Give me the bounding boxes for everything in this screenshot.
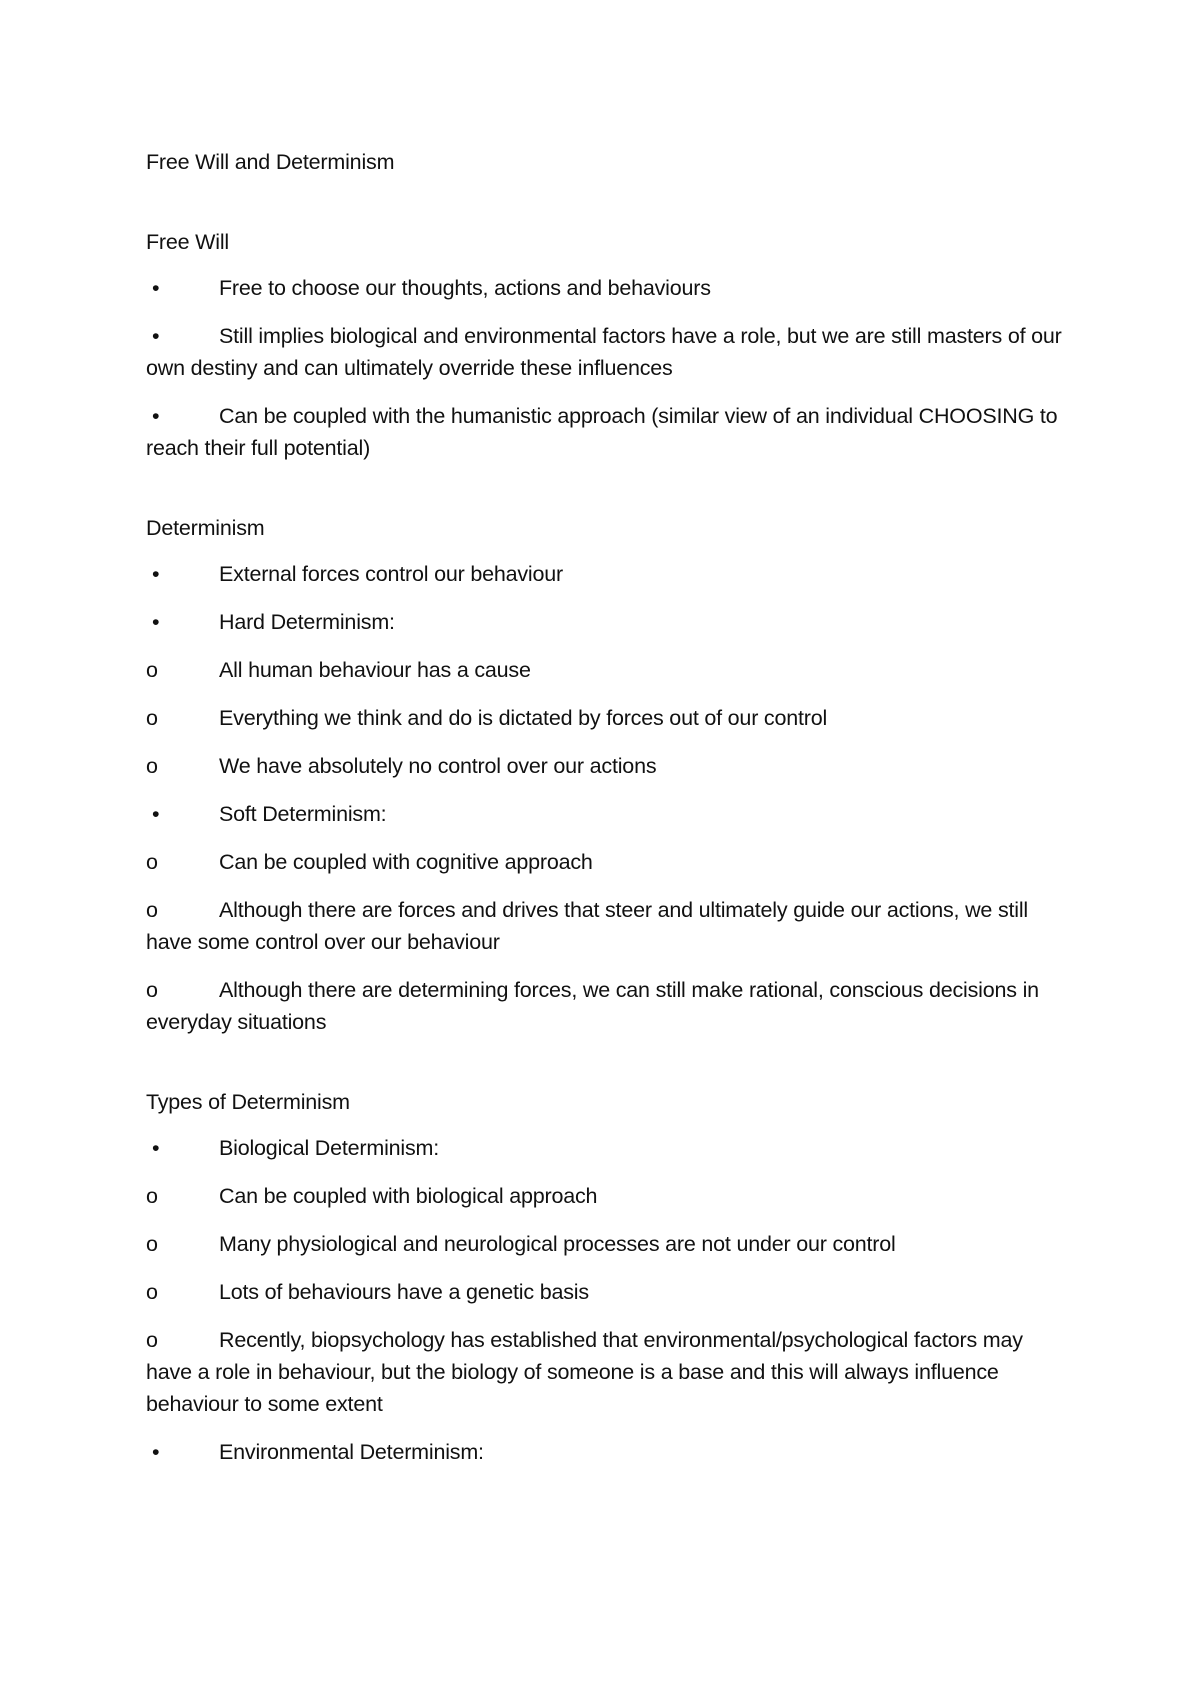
list-item (146, 400, 1066, 464)
list-item-text: Everything we think and do is dictated by forces out of our control (219, 706, 828, 730)
sub-bullet-marker: o (146, 754, 158, 778)
list-item-text: Lots of behaviours have a genetic basis (219, 1280, 589, 1304)
list-item (146, 974, 1066, 1038)
list-item (146, 320, 1066, 384)
list-item-text: Still implies biological and environmental factors have a role, but we are still masters of our own destiny and can ultimately override these influences (146, 324, 1062, 380)
list-item-text: Recently, biopsychology has established that environmental/psychological factors may have a role in behaviour, but the biology of someone is a base and this will always influence behaviour to some extent (146, 1328, 1023, 1416)
list-item (146, 1276, 1066, 1308)
list-item (146, 606, 1066, 638)
section-heading-free-will: Free Will (146, 230, 230, 254)
list-item-text: Can be coupled with biological approach (219, 1184, 598, 1208)
sub-bullet-marker: o (146, 978, 158, 1002)
bullet-marker: • (152, 1440, 160, 1464)
list-item-text: Free to choose our thoughts, actions and behaviours (219, 276, 711, 300)
list-item (146, 750, 1066, 782)
bullet-marker: • (152, 1136, 160, 1160)
list-item (146, 1324, 1066, 1420)
list-item-text: Soft Determinism: (219, 802, 387, 826)
list-item (146, 1228, 1066, 1260)
list-item-text: We have absolutely no control over our actions (219, 754, 657, 778)
document-body (146, 146, 1066, 1484)
sub-bullet-marker: o (146, 850, 158, 874)
list-item-text: Can be coupled with the humanistic approach (similar view of an individual CHOOSING to reach their full potential) (146, 404, 1058, 460)
sub-bullet-marker: o (146, 898, 158, 922)
bullet-marker: • (152, 562, 160, 586)
bullet-marker: • (152, 324, 160, 348)
sub-bullet-marker: o (146, 1232, 158, 1256)
bullet-marker: • (152, 276, 160, 300)
sub-bullet-marker: o (146, 1328, 158, 1352)
list-item (146, 798, 1066, 830)
list-item (146, 894, 1066, 958)
sub-bullet-marker: o (146, 1280, 158, 1304)
list-item (146, 846, 1066, 878)
list-item-text: All human behaviour has a cause (219, 658, 531, 682)
list-item (146, 558, 1066, 590)
list-item-text: Many physiological and neurological processes are not under our control (219, 1232, 896, 1256)
list-item (146, 1132, 1066, 1164)
list-item-text: Although there are forces and drives that steer and ultimately guide our actions, we still have some control over our behaviour (146, 898, 1029, 954)
list-item-text: Hard Determinism: (219, 610, 395, 634)
list-item-text: Biological Determinism: (219, 1136, 440, 1160)
sub-bullet-marker: o (146, 658, 158, 682)
list-item (146, 1180, 1066, 1212)
section-heading-types-of-determinism: Types of Determinism (146, 1090, 350, 1114)
list-item-text: Can be coupled with cognitive approach (219, 850, 593, 874)
list-item-text: Although there are determining forces, we can still make rational, conscious decisions in everyday situations (146, 978, 1039, 1034)
list-item (146, 702, 1066, 734)
list-item (146, 272, 1066, 304)
bullet-marker: • (152, 802, 160, 826)
bullet-marker: • (152, 610, 160, 634)
sub-bullet-marker: o (146, 706, 158, 730)
bullet-marker: • (152, 404, 160, 428)
document-title: Free Will and Determinism (146, 150, 395, 174)
section-heading-determinism: Determinism (146, 516, 265, 540)
list-item-text: External forces control our behaviour (219, 562, 563, 586)
list-item (146, 654, 1066, 686)
list-item-text: Environmental Determinism: (219, 1440, 484, 1464)
list-item (146, 1436, 1066, 1468)
sub-bullet-marker: o (146, 1184, 158, 1208)
